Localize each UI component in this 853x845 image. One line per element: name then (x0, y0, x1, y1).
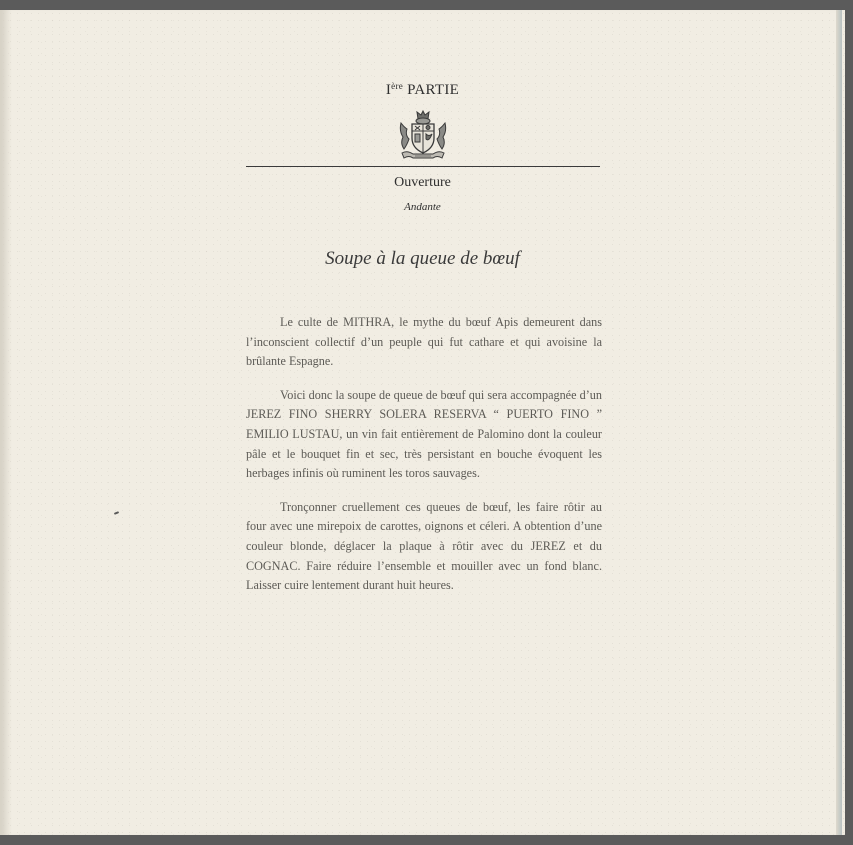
coat-of-arms-icon (397, 109, 449, 161)
part-superscript: ère (391, 81, 404, 91)
heading-rule (246, 166, 600, 167)
paragraph-method: Tronçonner cruellement ces queues de bœuf, les faire rôtir au four avec une mirepoix de carottes, oignons et céleri. A obtention d’une couleur blonde, déglacer la plaque à rôtir avec du JEREZ et du COGNAC. Faire réduire l’ensemble et mouiller avec un fond blanc. Laisser cuire lentement durant huit heures. (246, 499, 602, 593)
part-word: PARTIE (407, 82, 460, 98)
page-gutter-shadow (0, 10, 12, 835)
paragraph-wine-pairing: Voici donc la soupe de queue de bœuf qui sera accompagnée d’un JEREZ FINO SHERRY SOLERA RESERVA “ PUERTO FINO ” EMILIO LUSTAU, un vin fait entièrement de Palomino dont la couleur pâle et le bouquet fin et sec, très persistant en bouche évoquent les herbages infinis où ruminent les toros sauvages. (246, 387, 602, 481)
part-heading (0, 81, 845, 99)
page-edge (836, 10, 842, 835)
tempo-marking: Andante (404, 201, 441, 213)
section-title: Ouverture (394, 175, 451, 190)
recipe-title: Soupe à la queue de bœuf (325, 248, 520, 269)
paragraph-intro: Le culte de MITHRA, le mythe du bœuf Apis demeurent dans l’inconscient collectif d’un peuple qui fut cathare et qui avoisine la brûlante Espagne. (246, 315, 602, 369)
recipe-body (246, 313, 602, 610)
part-numeral: I (385, 82, 392, 98)
